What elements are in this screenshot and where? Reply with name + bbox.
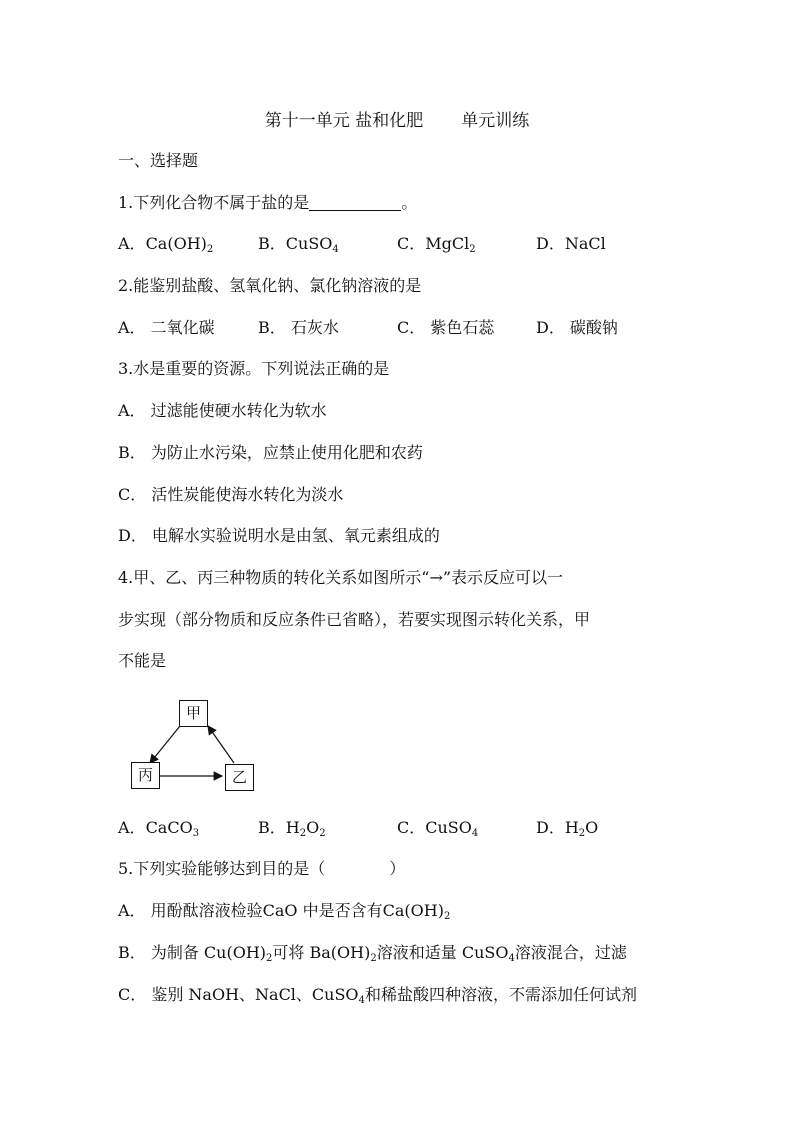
q1-option-c[interactable]: C．MgCl$_2$: [397, 234, 476, 255]
question-2-stem: 2.能鉴别盐酸、氢氧化钠、氯化钠溶液的是: [118, 276, 422, 295]
q5-option-a[interactable]: A． 用酚酞溶液检验CaO 中是否含有$Ca(OH)_2$: [118, 901, 451, 922]
q4-option-b[interactable]: B．$H_2O_2$: [258, 818, 326, 839]
page-title: [0, 106, 794, 131]
q3-option-d[interactable]: D． 电解水实验说明水是由氢、氧元素组成的: [118, 526, 440, 545]
question-4-stem-line-3: 不能是: [118, 651, 167, 670]
node-yi: 乙: [225, 764, 254, 791]
answer-blank: [309, 194, 401, 211]
question-5-stem: 5.下列实验能够达到目的是（ ）: [118, 859, 406, 878]
section-heading: 一、选择题: [118, 151, 199, 170]
question-1-stem: 1.下列化合物不属于盐的是 。: [118, 193, 418, 212]
q2-option-c[interactable]: C． 紫色石蕊: [397, 318, 495, 337]
q4-option-a[interactable]: A．CaCO$_3$: [118, 818, 200, 839]
node-jia: 甲: [179, 700, 208, 727]
title-sub: 单元训练: [461, 111, 530, 131]
q1-option-b[interactable]: B．CuSO$_4$: [258, 234, 339, 255]
question-4-stem-line-1: 4.甲、乙、丙三种物质的转化关系如图所示“→”表示反应可以一: [118, 568, 564, 587]
title-main: 第十一单元 盐和化肥: [264, 111, 424, 131]
q1-option-d[interactable]: D．NaCl: [536, 234, 606, 253]
q5-option-c[interactable]: C． 鉴别 NaOH、NaCl、CuSO$_4$和稀盐酸四种溶液，不需添加任何试剂: [118, 985, 637, 1006]
question-4-stem-line-2: 步实现（部分物质和反应条件已省略），若要实现图示转化关系，甲: [118, 610, 591, 629]
q2-option-b[interactable]: B． 石灰水: [258, 318, 339, 337]
q4-option-d[interactable]: D．$H_2O$: [536, 818, 599, 839]
q3-option-a[interactable]: A． 过滤能使硬水转化为软水: [118, 401, 327, 420]
node-bing: 丙: [131, 762, 160, 789]
question-3-stem: 3.水是重要的资源。下列说法正确的是: [118, 359, 390, 378]
arrow-jia-to-bing: [150, 726, 180, 763]
q1-option-a[interactable]: A．$Ca(OH)_2$: [118, 234, 214, 255]
conversion-diagram: [128, 695, 258, 793]
q3-option-b[interactable]: B． 为防止水污染，应禁止使用化肥和农药: [118, 443, 423, 462]
q2-option-d[interactable]: D． 碳酸钠: [536, 318, 618, 337]
q5-option-b[interactable]: B． 为制备 $Cu(OH)_2$可将 $Ba(OH)_2$溶液和适量 CuSO$_4$溶液混合，过滤: [118, 943, 627, 964]
q2-option-a[interactable]: A． 二氧化碳: [118, 318, 215, 337]
arrow-yi-to-jia: [208, 726, 234, 763]
q4-option-c[interactable]: C．CuSO$_4$: [397, 818, 479, 839]
q3-option-c[interactable]: C． 活性炭能使海水转化为淡水: [118, 485, 344, 504]
